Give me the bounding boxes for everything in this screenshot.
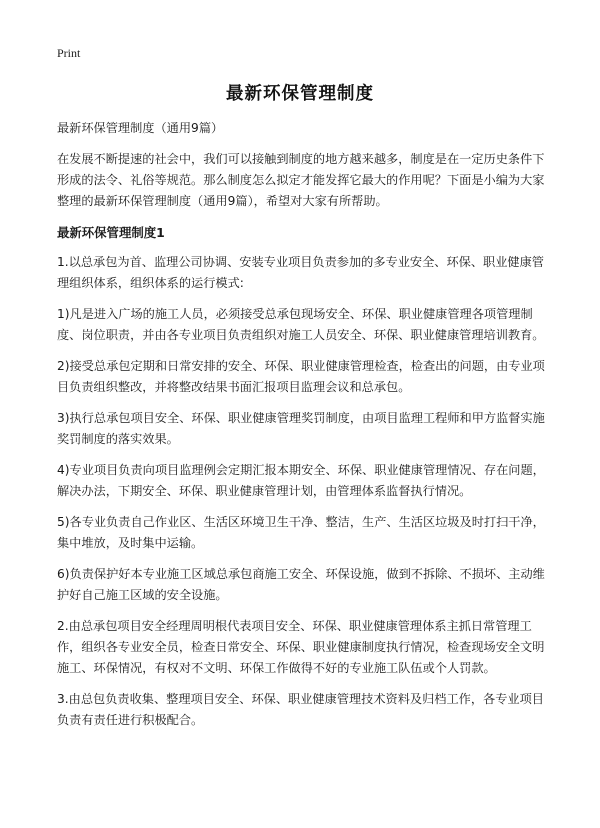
body-paragraph: 6)负责保护好本专业施工区域总承包商施工安全、环保设施，做到不拆除、不损坏、主动维护好自己施工区域的安全设施。 bbox=[57, 567, 545, 602]
body-paragraph: 3.由总包负责收集、整理项目安全、环保、职业健康管理技术资料及归档工作，各专业项目负责有责任进行积极配合。 bbox=[57, 692, 544, 727]
body-paragraph: 5)各专业负责自己作业区、生活区环境卫生干净、整洁，生产、生活区垃圾及时打扫干净，集中堆放，及时集中运输。 bbox=[57, 515, 545, 550]
intro-paragraph: 在发展不断提速的社会中，我们可以接触到制度的地方越来越多，制度是在一定历史条件下形成的法令、礼俗等规范。那么制度怎么拟定才能发挥它最大的作用呢？下面是小编为大家整理的最新环保管理制度（通用9篇），希望对大家有所帮助。 bbox=[57, 152, 545, 208]
document-subtitle: 最新环保管理制度（通用9篇） bbox=[57, 121, 224, 135]
body-paragraph: 1)凡是进入广场的施工人员，必须接受总承包现场安全、环保、职业健康管理各项管理制度、岗位职责，并由各专业项目负责组织对施工人员安全、环保、职业健康管理培训教育。 bbox=[57, 307, 545, 342]
body-paragraph: 2)接受总承包定期和日常安排的安全、环保、职业健康管理检查，检查出的问题，由专业项目负责组织整改，并将整改结果书面汇报项目监理会议和总承包。 bbox=[57, 359, 545, 394]
body-paragraph: 2.由总承包项目安全经理周明根代表项目安全、环保、职业健康管理体系主抓日常管理工作，组织各专业安全员，检查日常安全、环保、职业健康制度执行情况，检查现场安全文明施工、环保情况，有权对不文明、环保工作做得不好的专业施工队伍或个人罚款。 bbox=[57, 619, 545, 675]
print-link[interactable]: Print bbox=[57, 46, 81, 60]
body-paragraph: 4)专业项目负责向项目监理例会定期汇报本期安全、环保、职业健康管理情况、存在问题，解决办法，下期安全、环保、职业健康管理计划，由管理体系监督执行情况。 bbox=[57, 463, 545, 498]
body-paragraph: 1.以总承包为首、监理公司协调、安装专业项目负责参加的多专业安全、环保、职业健康管理组织体系，组织体系的运行模式: bbox=[57, 255, 544, 290]
document-title: 最新环保管理制度 bbox=[226, 84, 374, 104]
section-heading: 最新环保管理制度1 bbox=[57, 225, 165, 240]
body-paragraph: 3)执行总承包项目安全、环保、职业健康管理奖罚制度，由项目监理工程师和甲方监督实施奖罚制度的落实效果。 bbox=[57, 411, 545, 446]
document-body bbox=[57, 118, 554, 741]
